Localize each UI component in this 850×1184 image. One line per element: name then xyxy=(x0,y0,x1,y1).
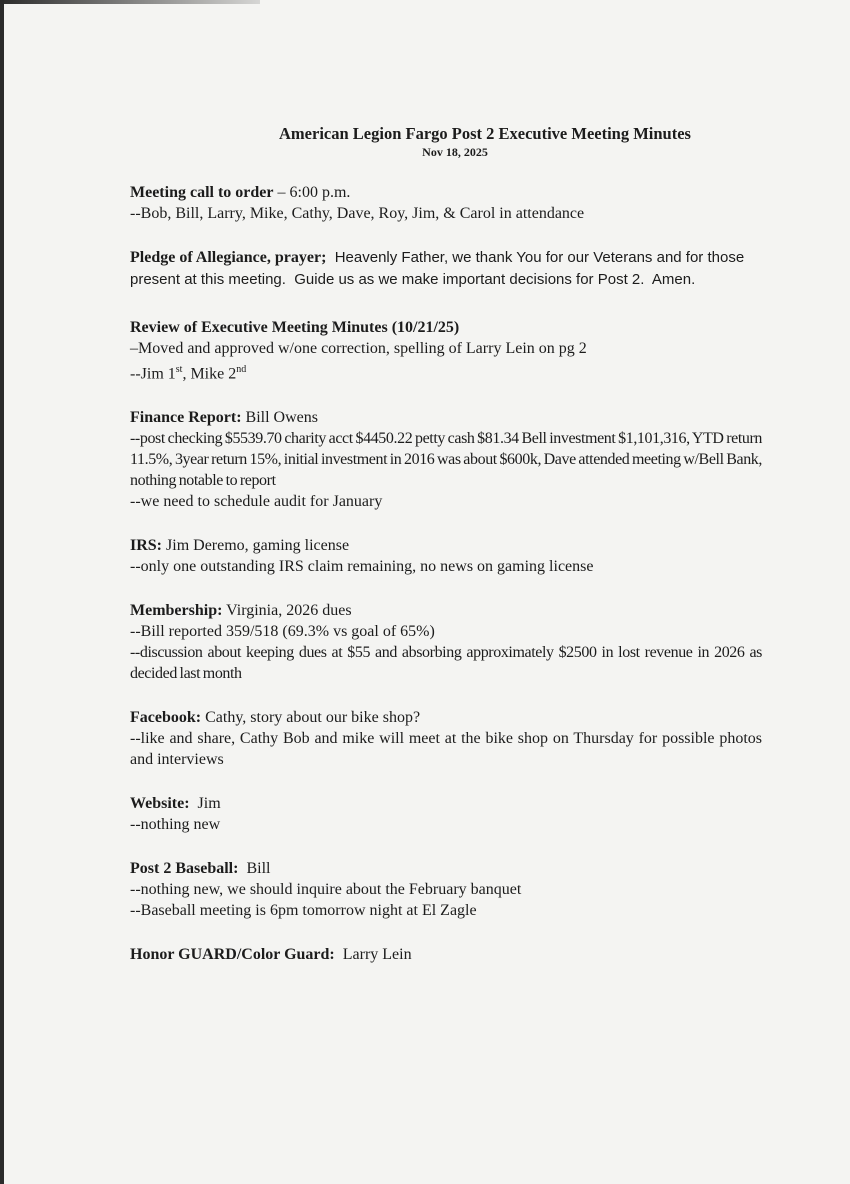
pledge-heading: Pledge of Allegiance, prayer; xyxy=(130,249,327,266)
website-heading: Website: xyxy=(130,795,190,813)
section-website xyxy=(130,793,762,835)
website-presenter: Jim xyxy=(189,795,221,813)
honor-guard-heading: Honor GUARD/Color Guard: xyxy=(130,946,335,964)
website-heading-line xyxy=(130,793,762,814)
prayer-text: Heavenly Father, we thank You for our Veterans and for those present at this meeting. Guide us as we make important decisions for Post 2. Amen. xyxy=(130,249,749,288)
review-first-sup: st xyxy=(175,364,183,375)
section-honor-guard xyxy=(130,944,762,965)
review-second: , Mike 2 xyxy=(182,365,237,383)
section-facebook xyxy=(130,707,762,770)
call-to-order-line xyxy=(130,182,762,203)
membership-line-1: --Bill reported 359/518 (69.3% vs goal of 65%) xyxy=(130,623,435,641)
honor-guard-presenter: Larry Lein xyxy=(334,946,412,964)
section-finance xyxy=(130,407,762,512)
review-second-sup: nd xyxy=(236,364,247,375)
irs-heading-line xyxy=(130,535,762,556)
finance-line-1: --post checking $5539.70 charity acct $4450.22 petty cash $81.34 Bell investment $1,101,316, YTD return 11.5%, 3year return 15%, initial investment in 2016 was about $600k, Dave attended meeting w/Bell Bank, nothing notable to report xyxy=(130,430,762,490)
baseball-heading-line xyxy=(130,858,762,879)
membership-line-2: --discussion about keeping dues at $55 and absorbing approximately $2500 in lost revenue in 2026 as decided last month xyxy=(130,644,762,683)
finance-heading: Finance Report: xyxy=(130,409,242,427)
finance-presenter: Bill Owens xyxy=(241,409,318,427)
facebook-line-1: --like and share, Cathy Bob and mike will meet at the bike shop on Thursday for possible photos and interviews xyxy=(130,730,762,769)
membership-presenter: Virginia, 2026 dues xyxy=(222,602,352,620)
irs-presenter: Jim Deremo, gaming license xyxy=(162,537,350,555)
baseball-line-1: --nothing new, we should inquire about the February banquet xyxy=(130,881,522,899)
irs-line-1: --only one outstanding IRS claim remaining, no news on gaming license xyxy=(130,558,594,576)
baseball-presenter: Bill xyxy=(238,860,271,878)
irs-heading: IRS: xyxy=(130,537,163,555)
call-to-order-heading: Meeting call to order xyxy=(130,184,274,201)
minutes-body xyxy=(130,182,762,988)
facebook-heading-line xyxy=(130,707,762,728)
attendance-line: --Bob, Bill, Larry, Mike, Cathy, Dave, Roy, Jim, & Carol in attendance xyxy=(130,205,585,222)
document-header xyxy=(0,124,850,160)
facebook-heading: Facebook: xyxy=(130,709,202,727)
section-baseball xyxy=(130,858,762,921)
call-to-order-time: – 6:00 p.m. xyxy=(273,184,351,201)
review-heading: Review of Executive Meeting Minutes (10/21/25) xyxy=(130,319,460,336)
honor-guard-heading-line xyxy=(130,944,762,965)
section-irs xyxy=(130,535,762,577)
document-date: Nov 18, 2025 xyxy=(422,145,488,159)
membership-heading: Membership: xyxy=(130,602,223,620)
review-line-2 xyxy=(130,359,762,384)
finance-line-2: --we need to schedule audit for January xyxy=(130,493,383,511)
section-membership xyxy=(130,600,762,684)
membership-heading-line xyxy=(130,600,762,621)
website-line-1: --nothing new xyxy=(130,816,221,834)
pledge-line xyxy=(130,247,762,291)
section-review xyxy=(130,317,762,384)
baseball-heading: Post 2 Baseball: xyxy=(130,860,239,878)
review-line-1: –Moved and approved w/one correction, spelling of Larry Lein on pg 2 xyxy=(130,340,587,357)
section-call-to-order xyxy=(130,182,762,224)
section-pledge xyxy=(130,247,762,291)
document-title: American Legion Fargo Post 2 Executive Meeting Minutes xyxy=(279,124,691,143)
finance-heading-line xyxy=(130,407,762,428)
review-first: --Jim 1 xyxy=(130,365,176,383)
facebook-presenter: Cathy, story about our bike shop? xyxy=(201,709,421,727)
baseball-line-2: --Baseball meeting is 6pm tomorrow night at El Zagle xyxy=(130,902,477,920)
